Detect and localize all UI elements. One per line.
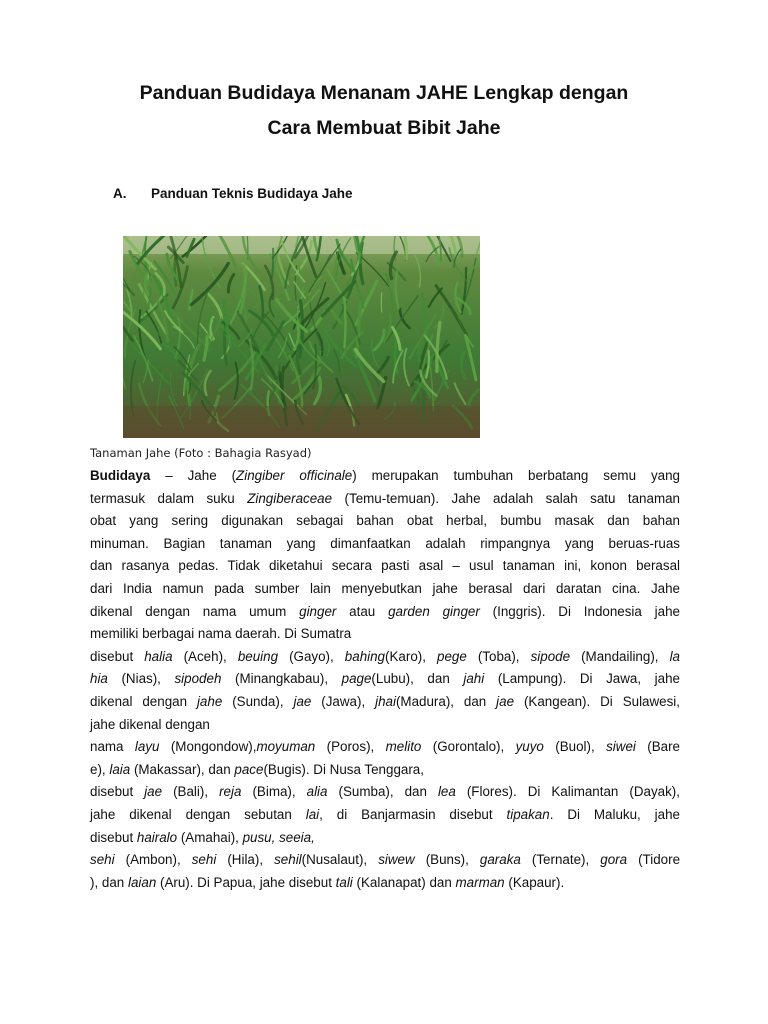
- text-run: (Bali),: [162, 784, 220, 800]
- text-run: termasuk dalam suku: [90, 490, 248, 506]
- text-run: ) merupakan tumbuhan berbatang semu yang: [352, 468, 681, 483]
- text-run: obat yang sering digunakan sebagai bahan obat herbal, bumbu masak dan bahan: [90, 513, 680, 529]
- text-run: (Makassar), dan: [130, 761, 235, 777]
- section-heading: [113, 186, 353, 201]
- paragraph-line: [90, 714, 680, 737]
- italic-term: page: [341, 671, 372, 687]
- text-run: (Kalanapat) dan: [352, 874, 456, 890]
- paragraph-line: [90, 510, 680, 533]
- text-run: jahe dikenal dengan: [90, 716, 210, 732]
- italic-term: garaka: [479, 852, 521, 868]
- text-run: dari India namun pada sumber lain menyebutkan jahe berasal dari daratan cina. Jahe: [90, 580, 680, 596]
- text-run: (Sumba), dan: [327, 784, 438, 800]
- text-run: (Minangkabau),: [221, 671, 342, 687]
- text-run: (Mandailing),: [570, 648, 670, 664]
- text-run: (Buns),: [414, 852, 480, 868]
- italic-term: lai: [305, 806, 320, 822]
- text-run: (Buol),: [543, 739, 607, 755]
- paragraph-line: [90, 872, 680, 895]
- text-run: (Flores). Di Kalimantan (Dayak),: [455, 784, 680, 800]
- text-run: (Karo),: [385, 648, 437, 664]
- title-line-1: Panduan Budidaya Menanam JAHE Lengkap dengan: [139, 82, 629, 104]
- text-run: (Ternate),: [520, 852, 601, 868]
- italic-term: jae: [144, 784, 163, 800]
- text-run: (Nusalaut),: [301, 852, 379, 868]
- title-line-2: Cara Membuat Bibit Jahe: [267, 117, 501, 139]
- text-run: (Ambon),: [114, 852, 192, 868]
- text-run: (Gorontalo),: [421, 739, 516, 755]
- italic-term: Zingiber officinale: [236, 468, 353, 483]
- paragraph-line: [90, 465, 680, 488]
- text-run: (Mongondow),: [159, 739, 257, 755]
- text-run: disebut: [90, 829, 137, 845]
- italic-term: lea: [437, 784, 456, 800]
- text-run: (Aceh),: [172, 648, 238, 664]
- italic-term: laian: [127, 874, 157, 890]
- paragraph-line: [90, 623, 680, 646]
- italic-term: pege: [437, 648, 467, 664]
- paragraph-line: [90, 533, 680, 556]
- body-paragraph: [90, 465, 680, 894]
- text-run: (Gayo),: [278, 648, 345, 664]
- italic-term: tali: [335, 874, 353, 890]
- italic-term: Zingiberaceae: [247, 490, 333, 506]
- text-run: (Lubu), dan: [371, 671, 464, 687]
- document-title: [40, 76, 728, 146]
- paragraph-line: [90, 601, 680, 624]
- text-run: (Kapaur).: [504, 874, 565, 890]
- italic-term: beuing: [237, 648, 279, 664]
- text-run: (Kangean). Di Sulawesi,: [514, 693, 680, 709]
- italic-term: garden ginger: [388, 603, 480, 619]
- text-run: (Bare: [635, 739, 681, 755]
- paragraph-line: [90, 691, 680, 714]
- italic-term: jahe: [196, 693, 223, 709]
- paragraph-line: [90, 849, 680, 872]
- text-run: – Jahe (: [150, 468, 237, 483]
- text-run: e),: [90, 761, 110, 777]
- italic-term: pusu, seeia,: [242, 829, 315, 845]
- text-run: (Tidore: [627, 852, 681, 868]
- italic-term: marman: [455, 874, 505, 890]
- italic-term: jhai: [375, 693, 396, 709]
- paragraph-line: [90, 578, 680, 601]
- paragraph-line: [90, 488, 680, 511]
- italic-term: sehi: [191, 852, 217, 868]
- text-run: . Di Maluku, jahe: [549, 806, 680, 822]
- italic-term: yuyo: [515, 739, 544, 755]
- text-run: dan rasanya pedas. Tidak diketahui secara pasti asal – usul tanaman ini, konon berasal: [90, 558, 680, 574]
- section-heading-text: Panduan Teknis Budidaya Jahe: [151, 186, 353, 201]
- italic-term: sipode: [530, 648, 571, 664]
- text-run: atau: [336, 603, 389, 619]
- text-run: (Amahai),: [177, 829, 243, 845]
- paragraph-line: [90, 736, 680, 759]
- italic-term: hairalo: [136, 829, 178, 845]
- text-run: (Bugis). Di Nusa Tenggara,: [263, 761, 424, 777]
- italic-term: sehil: [274, 852, 302, 868]
- text-run: disebut: [90, 648, 145, 664]
- text-run: minuman. Bagian tanaman yang dimanfaatkan adalah rimpangnya yang beruas-ruas: [90, 535, 680, 551]
- paragraph-line: [90, 668, 680, 691]
- italic-term: jae: [496, 693, 515, 709]
- text-run: (Hila),: [216, 852, 275, 868]
- italic-term: tipakan: [506, 806, 550, 822]
- italic-term: la: [669, 648, 680, 664]
- text-run: , di Banjarmasin disebut: [319, 806, 507, 822]
- text-run: dikenal dengan nama umum: [90, 603, 300, 619]
- italic-term: layu: [134, 739, 160, 755]
- text-run: (Nias),: [107, 671, 175, 687]
- section-letter: A.: [113, 186, 127, 201]
- ginger-plants-photo: [123, 236, 480, 438]
- italic-term: jae: [293, 693, 312, 709]
- italic-term: jahi: [463, 671, 485, 687]
- italic-term: halia: [144, 648, 173, 664]
- photo-caption: Tanaman Jahe (Foto : Bahagia Rasyad): [90, 446, 312, 460]
- text-run: disebut: [90, 784, 145, 800]
- italic-term: siwew: [378, 852, 415, 868]
- italic-term: alia: [306, 784, 328, 800]
- leaf-stroke: [344, 298, 345, 347]
- italic-term: pace: [234, 761, 264, 777]
- text-run: (Lampung). Di Jawa, jahe: [484, 671, 680, 687]
- text-run: nama: [90, 739, 135, 755]
- italic-term: hia: [90, 671, 108, 687]
- text-run: (Aru). Di Papua, jahe disebut: [156, 874, 336, 890]
- text-run: (Madura), dan: [395, 693, 497, 709]
- paragraph-line: [90, 646, 680, 669]
- text-run: memiliki berbagai nama daerah. Di Sumatra: [90, 626, 352, 642]
- paragraph-line: [90, 827, 680, 850]
- text-run: (Poros),: [315, 739, 386, 755]
- text-run: dikenal dengan: [90, 693, 197, 709]
- text-run: jahe dikenal dengan sebutan: [90, 806, 306, 822]
- italic-term: laia: [109, 761, 131, 777]
- text-run: (Bima),: [241, 784, 307, 800]
- italic-term: moyuman: [256, 739, 316, 755]
- text-run: ), dan: [90, 874, 128, 890]
- paragraph-line: [90, 804, 680, 827]
- text-run: (Toba),: [466, 648, 531, 664]
- italic-term: reja: [219, 784, 242, 800]
- paragraph-line: [90, 759, 680, 782]
- paragraph-line: [90, 781, 680, 804]
- italic-term: ginger: [299, 603, 337, 619]
- text-run: (Sunda),: [222, 693, 294, 709]
- text-run: (Temu-temuan). Jahe adalah salah satu tanaman: [332, 490, 681, 506]
- text-run: (Jawa),: [311, 693, 376, 709]
- bold-term: Budidaya: [90, 468, 151, 483]
- italic-term: sipodeh: [174, 671, 222, 687]
- italic-term: bahing: [344, 648, 386, 664]
- italic-term: melito: [385, 739, 422, 755]
- italic-term: sehi: [90, 852, 115, 868]
- paragraph-line: [90, 555, 680, 578]
- italic-term: siwei: [606, 739, 636, 755]
- text-run: (Inggris). Di Indonesia jahe: [479, 603, 680, 619]
- italic-term: gora: [600, 852, 628, 868]
